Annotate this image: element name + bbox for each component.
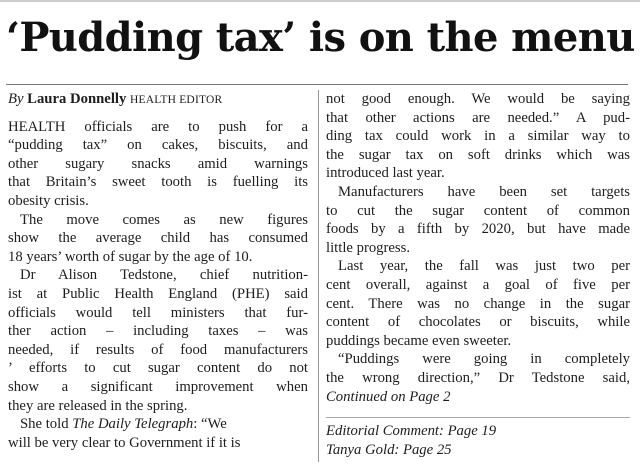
byline-author: Laura Donnelly [27, 91, 127, 107]
right-body-line: ding tax could work in a similar way to [326, 128, 630, 145]
left-body-line: other sugary snacks amid warnings [8, 155, 308, 172]
right-body-line: content of chocolates or biscuits, while [326, 314, 630, 331]
right-body-line: foods by a fifth by 2020, but have made [326, 221, 630, 238]
article-column-right [326, 90, 630, 459]
cross-references [326, 417, 630, 459]
right-body-line: the wrong direction,” Dr Tedstone said, [326, 369, 630, 386]
top-border [0, 0, 640, 2]
left-body-line: show a significant improvement when [8, 378, 308, 395]
right-body-line: introduced last year. [326, 165, 445, 182]
left-body-line: ther action – including taxes – was [8, 323, 308, 340]
left-body-line: obesity crisis. [8, 192, 89, 209]
byline-prefix: By [8, 91, 24, 107]
left-tail-line-2: will be very clear to Government if it is [8, 434, 241, 451]
continued-link[interactable]: Continued on Page 2 [326, 388, 451, 405]
right-body-line: Manufacturers have been set targets [338, 183, 630, 200]
left-body-line: The move comes as new figures [20, 211, 308, 228]
publication-name: The Daily Telegraph [72, 416, 194, 433]
byline-gap [8, 110, 308, 118]
left-body-line: “pudding tax” on cakes, biscuits, and [8, 137, 308, 154]
left-body-line: ist at Public Health England (PHE) said [8, 285, 308, 302]
reference-tanya-gold[interactable]: Tanya Gold: Page 25 [326, 441, 452, 458]
left-body-line: officials would tell ministers that fur- [8, 304, 308, 321]
left-body-line: Dr Alison Tedstone, chief nutrition- [20, 267, 308, 284]
right-body-line: little progress. [326, 239, 411, 256]
left-body-line: show the average child has consumed [8, 230, 308, 247]
left-tail-post: : “We [193, 416, 227, 433]
right-body-line: “Puddings were going in completely [338, 351, 630, 368]
left-body-line: HEALTH officials are to push for a [8, 118, 308, 135]
right-body-line: the sugar tax on soft drinks which was [326, 146, 630, 163]
left-body-line: they are released in the spring. [8, 397, 188, 414]
left-body-line: needed, if results of food manufacturers [8, 341, 308, 358]
byline-role: HEALTH EDITOR [130, 94, 223, 106]
right-body-line: Last year, the fall was just two per [338, 258, 630, 275]
left-tail-pre: She told [20, 416, 73, 433]
headline: ‘Pudding tax’ is on the menu [6, 14, 635, 61]
column-divider [318, 90, 319, 462]
left-body-line: ’ efforts to cut sugar content do not [8, 360, 308, 377]
right-body-line: cent. There was no change in the sugar [326, 295, 630, 312]
right-body-line: that other actions are needed.” A pud- [326, 109, 630, 126]
left-body-line: 18 years’ worth of sugar by the age of 10. [8, 248, 253, 265]
left-body-line: that Britain’s sweet tooth is fuelling its [8, 174, 308, 191]
byline [8, 90, 308, 110]
headline-rule [6, 84, 628, 85]
right-body-text [326, 90, 630, 388]
article-column-left [8, 90, 308, 452]
right-body-line: not good enough. We would be saying [326, 91, 630, 107]
left-body-text [8, 118, 308, 416]
right-body-line: puddings became even sweeter. [326, 332, 512, 349]
reference-editorial[interactable]: Editorial Comment: Page 19 [326, 423, 497, 440]
right-body-line: to cut the sugar content of common [326, 202, 630, 219]
left-tail-line-1 [8, 415, 308, 434]
right-body-line: cent overall, against a goal of five per [326, 276, 630, 293]
